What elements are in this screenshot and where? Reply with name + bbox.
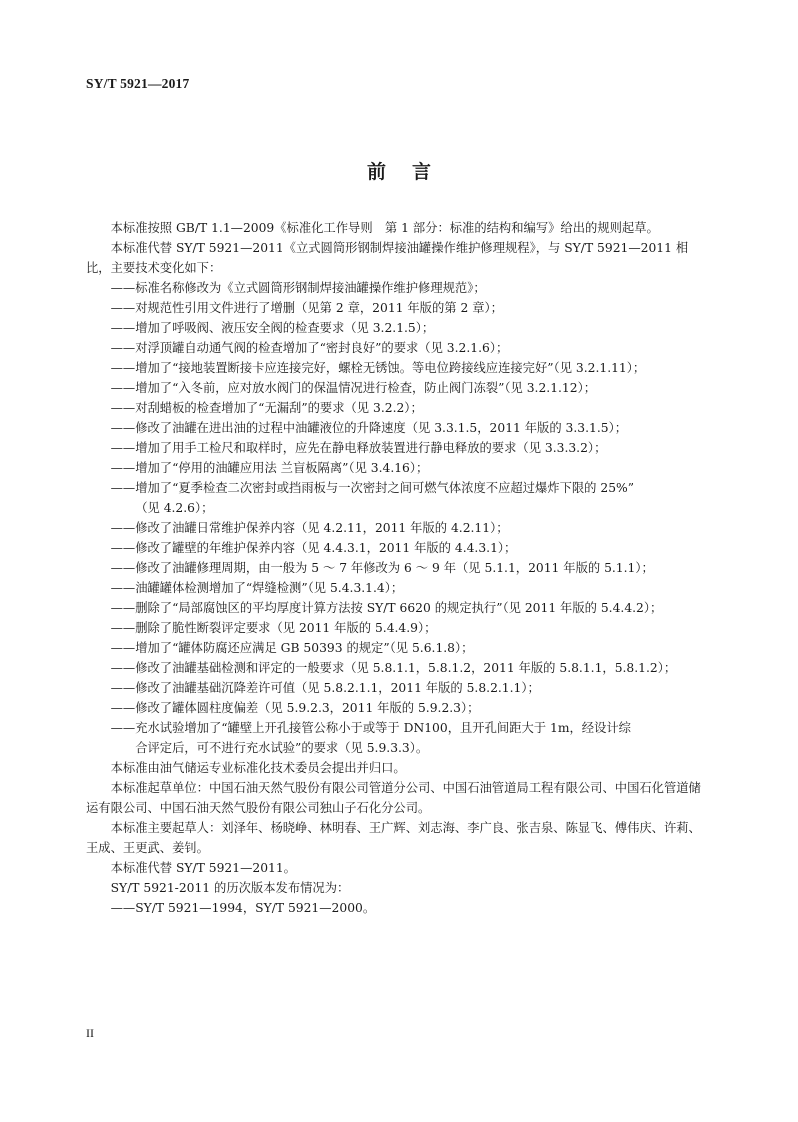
change-item: ——对规范性引用文件进行了增删（见第 2 章，2011 年版的第 2 章）； — [110, 301, 503, 315]
document-body — [86, 218, 712, 918]
change-item: ——标准名称修改为《立式圆筒形钢制焊接油罐操作维护修理规范》； — [110, 281, 486, 295]
change-item: ——增加了呼吸阀、液压安全阀的检查要求（见 3.2.1.5）； — [110, 321, 435, 335]
change-item: ——删除了“局部腐蚀区的平均厚度计算方法按 SY/T 6620 的规定执行”（见 2011 年版的 5.4.4.2）； — [110, 601, 663, 615]
paragraph: 本标准起草单位：中国石油天然气股份有限公司管道分公司、中国石油管道局工程有限公司、中国石化管道储运有限公司、中国石油天然气股份有限公司独山子石化分公司。 — [86, 781, 701, 815]
page-title: 前言 — [366, 161, 457, 183]
paragraph: 本标准主要起草人：刘泽年、杨晓峥、林明春、王广辉、刘志海、李广良、张吉泉、陈显飞、傅伟庆、许莉、王成、王更武、姜钊。 — [86, 821, 701, 855]
change-item-continuation: 合评定后，可不进行充水试验”的要求（见 5.9.3.3）。 — [135, 741, 429, 755]
change-item: ——对浮顶罐自动通气阀的检查增加了“密封良好”的要求（见 3.2.1.6）； — [110, 341, 509, 355]
paragraph: ——SY/T 5921—1994，SY/T 5921—2000。 — [110, 901, 376, 915]
change-item: ——增加了“夏季检查二次密封或挡雨板与一次密封之间可燃气体浓度不应超过爆炸下限的 25%” — [110, 481, 634, 495]
change-item: ——对刮蜡板的检查增加了“无漏刮”的要求（见 3.2.2）； — [110, 401, 423, 415]
change-item: ——删除了脆性断裂评定要求（见 2011 年版的 5.4.4.9）； — [110, 621, 437, 635]
change-item: ——修改了油罐基础沉降差许可值（见 5.8.2.1.1，2011 年版的 5.8.2.1.1）； — [110, 681, 540, 695]
change-item-continuation: （见 4.2.6）； — [135, 501, 214, 515]
change-item: ——修改了油罐在进出油的过程中油罐液位的升降速度（见 3.3.1.5，2011 年版的 3.3.1.5）； — [110, 421, 628, 435]
paragraph: SY/T 5921-2011 的历次版本发布情况为： — [110, 881, 350, 895]
change-item: ——增加了“接地装置断接卡应连接完好，螺栓无锈蚀。等电位跨接线应连接完好”（见 3.2.1.11）； — [110, 361, 646, 375]
change-item: ——修改了油罐日常维护保养内容（见 4.2.11，2011 年版的 4.2.11）； — [110, 521, 509, 535]
change-item: ——修改了油罐修理周期，由一般为 5 ～ 7 年修改为 6 ～ 9 年（见 5.1.1，2011 年版的 5.1.1）； — [110, 561, 654, 575]
document-code: SY/T 5921—2017 — [86, 76, 190, 91]
paragraph: 本标准按照 GB/T 1.1—2009《标准化工作导则 第 1 部分：标准的结构和编写》给出的规则起草。 — [110, 221, 659, 235]
paragraph: 本标准代替 SY/T 5921—2011《立式圆筒形钢制焊接油罐操作维护修理规程》，与 SY/T 5921—2011 相比，主要技术变化如下： — [86, 241, 689, 275]
change-item: ——增加了“停用的油罐应用法 兰盲板隔离”（见 3.4.16）； — [110, 461, 429, 475]
change-item: ——修改了罐体圆柱度偏差（见 5.9.2.3，2011 年版的 5.9.2.3）； — [110, 701, 480, 715]
paragraph: 本标准由油气储运专业标准化技术委员会提出并归口。 — [110, 761, 406, 775]
change-item: ——修改了罐壁的年维护保养内容（见 4.4.3.1，2011 年版的 4.4.3.1）； — [110, 541, 517, 555]
change-item: ——增加了“入冬前，应对放水阀门的保温情况进行检查，防止阀门冻裂”（见 3.2.1.12）； — [110, 381, 597, 395]
change-item: ——油罐罐体检测增加了“焊缝检测”（见 5.4.3.1.4）； — [110, 581, 404, 595]
change-item: ——增加了“罐体防腐还应满足 GB 50393 的规定”（见 5.6.1.8）； — [110, 641, 474, 655]
change-item: ——增加了用手工检尺和取样时，应先在静电释放装置进行静电释放的要求（见 3.3.3.2）； — [110, 441, 607, 455]
change-item: ——充水试验增加了“罐壁上开孔接管公称小于或等于 DN100，且开孔间距大于 1m，经设计综 — [110, 721, 631, 735]
page-number: II — [86, 1026, 94, 1040]
paragraph: 本标准代替 SY/T 5921—2011。 — [110, 861, 296, 875]
change-item: ——修改了油罐基础检测和评定的一般要求（见 5.8.1.1，5.8.1.2，2011 年版的 5.8.1.1，5.8.1.2）； — [110, 661, 677, 675]
